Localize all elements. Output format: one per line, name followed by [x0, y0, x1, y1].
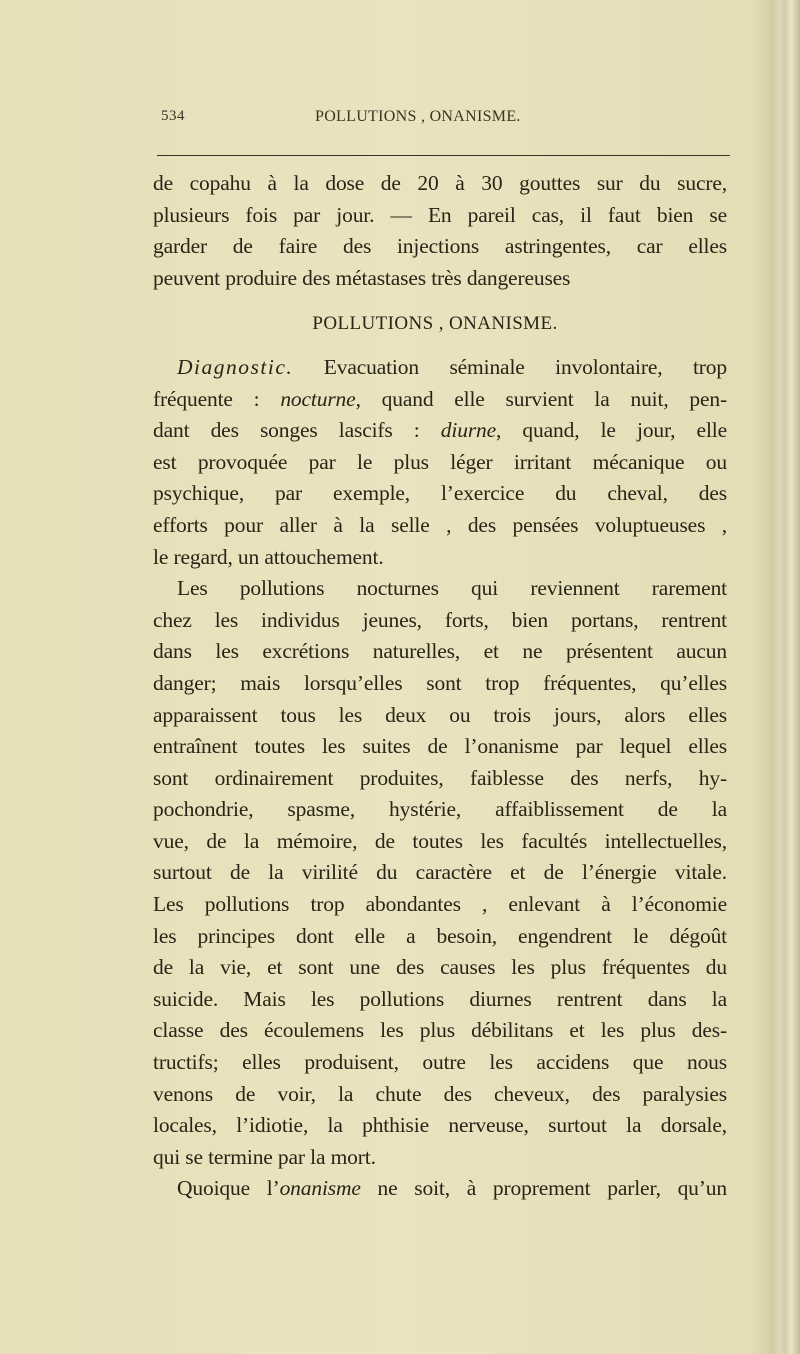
paragraph-line: locales, l’idiotie, la phthisie nerveuse, surtout la dorsale,: [153, 1113, 727, 1138]
diagnostic-line: psychique, par exemple, l’exercice du cheval, des: [153, 481, 727, 506]
paragraph-line: tructifs; elles produisent, outre les accidens que nous: [153, 1050, 727, 1075]
paragraph-line: qui se termine par la mort.: [153, 1144, 376, 1169]
continuation-line: plusieurs fois par jour. — En pareil cas, il faut bien se: [153, 202, 727, 227]
paragraph-line: danger; mais lorsqu’elles sont trop fréquentes, qu’elles: [153, 670, 727, 695]
paragraph-line: apparaissent tous les deux ou trois jours, alors elles: [153, 702, 727, 727]
running-head-title: POLLUTIONS , ONANISME.: [315, 108, 521, 125]
diagnostic-line: efforts pour aller à la selle , des pensées voluptueuses ,: [153, 512, 727, 537]
paragraph-line: chez les individus jeunes, forts, bien portans, rentrent: [153, 607, 727, 632]
diagnostic-line: le regard, un attouchement.: [153, 544, 384, 569]
text-span: dant des songes lascifs :: [153, 418, 441, 443]
paragraph-line: entraînent toutes les suites de l’onanisme par lequel elles: [153, 734, 727, 759]
text-span: , quand elle survient la nuit, pen-: [355, 386, 727, 411]
paragraph-line: de la vie, et sont une des causes les plus fréquentes du: [153, 955, 727, 980]
paragraph-line: suicide. Mais les pollutions diurnes rentrent dans la: [153, 986, 727, 1011]
paragraph-line: vue, de la mémoire, de toutes les facultés intellectuelles,: [153, 828, 727, 853]
paragraph-line: classe des écoulemens les plus débilitans et les plus des-: [153, 1018, 727, 1043]
header-rule: [157, 155, 730, 156]
diagnostic-line: est provoquée par le plus léger irritant mécanique ou: [153, 449, 727, 474]
diagnostic-line: [153, 415, 727, 447]
term-diurne: diurne: [440, 418, 497, 443]
continuation-line: de copahu à la dose de 20 à 30 gouttes sur du sucre,: [153, 171, 727, 195]
text-span: fréquente :: [153, 386, 281, 411]
paragraph-line: surtout de la virilité du caractère et de l’énergie vitale.: [153, 860, 727, 885]
paragraph-line: sont ordinairement produites, faiblesse des nerfs, hy-: [153, 765, 727, 790]
paragraph-line: venons de voir, la chute des cheveux, des paralysies: [153, 1081, 727, 1106]
page-number: 534: [161, 108, 185, 124]
running-head: [161, 108, 731, 132]
paragraph-line: dans les excrétions naturelles, et ne présentent aucun: [153, 639, 727, 664]
paragraph-line: Les pollutions nocturnes qui reviennent rarement: [177, 576, 727, 601]
paragraph-line: les principes dont elle a besoin, engendrent le dégoût: [153, 923, 727, 948]
section-heading: POLLUTIONS , ONANISME.: [312, 313, 558, 335]
diagnostic-line: [153, 384, 727, 416]
continuation-line: garder de faire des injections astringentes, car elles: [153, 234, 727, 259]
term-nocturne: nocturne: [280, 386, 356, 411]
paragraph-line: [153, 1173, 727, 1205]
page-edge-shadow: [770, 0, 800, 1354]
paragraph-line: pochondrie, spasme, hystérie, affaiblissement de la: [153, 797, 727, 822]
body-text: [153, 168, 727, 1205]
text-span: ne soit, à proprement parler, qu’un: [360, 1176, 727, 1201]
diagnostic-label: Diagnostic.: [177, 354, 294, 379]
continuation-line: peuvent produire des métastases très dangereuses: [153, 265, 571, 290]
diagnostic-line: [153, 352, 727, 384]
term-onanisme: onanisme: [279, 1176, 361, 1201]
text-span: Quoique l’: [177, 1176, 280, 1201]
text-span: , quand, le jour, elle: [496, 418, 727, 443]
diagnostic-text: Evacuation séminale involontaire, trop: [293, 354, 727, 379]
paragraph-line: Les pollutions trop abondantes , enlevant à l’économie: [153, 892, 727, 917]
